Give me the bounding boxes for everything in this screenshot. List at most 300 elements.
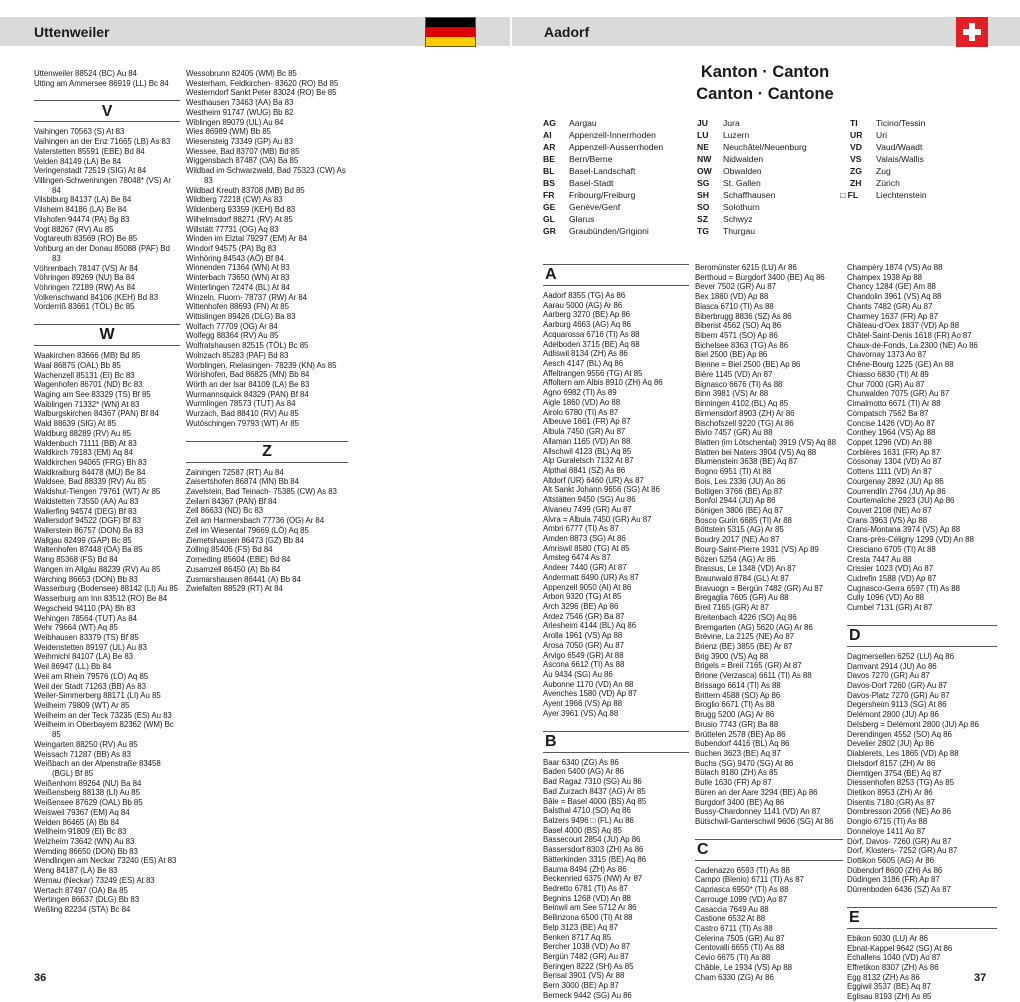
index-entry: Au 9434 (SG) Au 86 (543, 670, 613, 680)
canton-name: Appenzell-Innerrhoden (569, 130, 656, 140)
index-entry: Crans-près-Céligny 1299 (VD) An 88 (847, 535, 974, 545)
index-entry: Aarburg 4663 (AG) Aq 86 (543, 320, 631, 330)
index-entry: Westheim 91747 (WUG) Bb 82 (186, 107, 294, 117)
index-entry: Diessenhofen 8253 (TG) As 85 (847, 778, 954, 788)
section-letter-heading: C (695, 839, 843, 861)
index-entry: Biberbrugg 8836 (SZ) As 86 (695, 311, 792, 321)
section-letter-heading: A (543, 264, 689, 286)
index-entry: Weßling 82234 (STA) Bc 84 (34, 905, 131, 915)
canton-name: Solothurn (723, 202, 760, 212)
index-entry: Châble, Le 1934 (VS) Ap 88 (695, 962, 792, 972)
index-entry: Aigle 1860 (VD) Ao 88 (543, 397, 621, 407)
canton-name: St. Gallen (723, 178, 761, 188)
index-entry: Adliswil 8134 (ZH) As 86 (543, 349, 628, 359)
canton-row (543, 189, 663, 201)
index-entry: Winterlingen 72474 (BL) At 84 (186, 282, 290, 292)
canton-code: GE (543, 202, 556, 212)
index-entry: Wildenberg 93359 (KEH) Bd 83 (186, 205, 296, 215)
index-entry: Champex 1938 Ap 88 (847, 272, 922, 282)
canton-legend-column (697, 117, 807, 237)
index-entry: Aadorf 8355 (TG) As 86 (543, 291, 626, 300)
canton-row (543, 177, 663, 189)
index-entry: Wiessee, Bad 83707 (MB) Bd 85 (186, 146, 300, 156)
canton-row (543, 201, 663, 213)
index-entry: Waldkraiburg 84478 (MÜ) Be 84 (34, 467, 146, 477)
index-entry: Cresciano 6705 (TI) At 88 (847, 544, 936, 554)
index-entry: Arch 3296 (BE) Ap 86 (543, 602, 619, 611)
index-entry: Wasserburg am Inn 83512 (RO) Be 84 (34, 594, 168, 604)
index-entry: Vilsheim 84186 (LA) Be 84 (34, 205, 127, 215)
index-entry: Bätterkinden 3315 (BE) Aq 86 (543, 854, 647, 864)
index-entry: Bercher 1038 (VD) Ao 87 (543, 942, 631, 952)
index-entry: Chancy 1284 (GE) Am 88 (847, 282, 936, 292)
index-entry: Walburgskirchen 84367 (PAN) Bf 84 (34, 409, 159, 419)
index-entry: Berisal 3901 (VS) Ar 88 (543, 971, 625, 981)
index-entry: Zell 86633 (ND) Bc 83 (186, 506, 264, 516)
index-entry: Derendingen 4552 (SO) Aq 86 (847, 729, 952, 739)
canton-title-2: Canton · Cantone (696, 85, 834, 103)
index-entry: Waging am See 83329 (TS) Bf 85 (34, 389, 151, 399)
index-entry: Bignasco 6676 (TI) As 88 (695, 379, 783, 389)
canton-name: Vaud/Waadt (876, 142, 923, 152)
canton-name: Appenzell-Ausserrhoden (569, 142, 664, 152)
index-entry: Vaterstetten 85591 (EBE) Bd 84 (34, 146, 145, 156)
index-entry: Bassecourt 2854 (JU) Ap 86 (543, 835, 641, 845)
section-letter-heading: W (34, 324, 180, 346)
index-entry: Courtemaîche 2923 (JU) Ap 86 (847, 496, 955, 506)
index-entry: Couvet 2108 (NE) Ao 87 (847, 505, 932, 515)
index-entry: Dongio 6715 (TI) As 88 (847, 817, 928, 827)
index-entry: Baden 5400 (AG) Ar 86 (543, 767, 624, 777)
index-entry: Acquarossa 6716 (TI) As 88 (543, 329, 640, 339)
index-entry: Velden 84149 (LA) Be 84 (34, 156, 122, 166)
canton-row (543, 153, 663, 165)
canton-code: ZG (850, 166, 862, 176)
index-entry: Vogt 88267 (RV) Au 85 (34, 224, 114, 234)
canton-name: Fribourg/Freiburg (569, 190, 636, 200)
canton-name: Bern/Berne (569, 154, 613, 164)
index-entry: Zavelstein, Bad Teinach- 75385 (CW) As 83 (186, 487, 337, 497)
index-entry: Concise 1426 (VD) Ao 87 (847, 418, 935, 428)
index-entry: Welden 86465 (A) Bb 84 (34, 817, 120, 827)
index-entry: Broglio 6671 (TI) As 88 (695, 700, 775, 710)
index-entry: Dürrenboden 6436 (SZ) As 87 (847, 885, 951, 895)
index-entry: Aubonne 1170 (VD) An 88 (543, 679, 634, 689)
canton-code: BE (543, 154, 555, 164)
canton-code: SH (697, 190, 709, 200)
canton-name: Basel-Stadt (569, 178, 614, 188)
index-entry: Coppet 1296 (VD) An 88 (847, 437, 932, 447)
index-entry: Zolling 85406 (FS) Bd 84 (186, 545, 273, 555)
canton-code: TG (697, 226, 709, 236)
canton-name: Basel-Landschaft (569, 166, 636, 176)
index-entry: Bütschwil-Ganterschwil 9606 (SG) At 86 (695, 816, 834, 826)
index-entry: Aarberg 3270 (BE) Ap 86 (543, 310, 631, 320)
index-entry: Castione 6532 At 88 (695, 914, 766, 924)
index-entry: Buchen 3623 (BE) Aq 87 (695, 748, 781, 758)
index-entry: Dielsdorf 8157 (ZH) Ar 86 (847, 758, 936, 768)
index-entry: Wolfegg 88364 (RV) Au 85 (186, 331, 279, 341)
index-entry: Echallens 1040 (VD) Ao 87 (847, 953, 941, 963)
index-entry: Wies 86989 (WM) Bb 85 (186, 127, 271, 137)
index-entry: Waiblingen 71332* (WN) At 83 (34, 399, 140, 409)
index-entry: Basel 4000 (BS) Aq 85 (543, 825, 622, 835)
canton-name: Neuchâtel/Neuenburg (723, 142, 807, 152)
canton-row (543, 213, 663, 225)
canton-code: BL (543, 166, 555, 176)
index-entry: Boudry 2017 (NE) Ao 87 (695, 535, 780, 545)
index-entry: Diablerets, Les 1865 (VD) Ap 88 (847, 749, 959, 759)
index-entry: Adelboden 3715 (BE) Aq 88 (543, 339, 640, 349)
index-entry: Egg 8132 (ZH) As 86 (847, 972, 920, 982)
index-entry: Brienz (BE) 3855 (BE) Ar 87 (695, 642, 793, 652)
index-entry: Charmey 1637 (FR) Ap 87 (847, 311, 938, 321)
index-entry: Amsteg 6474 As 87 (543, 553, 611, 563)
canton-name: Luzern (723, 130, 750, 140)
canton-code: GR (543, 226, 556, 236)
index-entry: Cham 6330 (ZG) Ar 86 (695, 972, 774, 982)
index-entry: Willstätt 77731 (OG) Aq 83 (186, 224, 279, 234)
index-entry: Westerham, Feldkirchen- 83620 (RO) Bd 85 (186, 78, 339, 88)
index-entry: Beringen 8222 (SH) As 85 (543, 961, 634, 971)
index-entry: Cossonay 1304 (VD) Ao 87 (847, 457, 942, 467)
index-entry: Altstätten 9450 (SG) Au 86 (543, 495, 636, 505)
index-entry: Wegscheid 94110 (PA) Bh 83 (34, 603, 136, 613)
index-entry: Crans 3963 (VS) Ap 88 (847, 515, 928, 525)
index-entry: Degersheim 9113 (SG) At 86 (847, 700, 947, 710)
index-entry: Wittislingen 89426 (DLG) Ba 83 (186, 311, 296, 321)
canton-code: TI (850, 118, 858, 128)
index-entry: Bravuogn = Bergün 7482 (GR) Au 87 (695, 583, 823, 593)
index-entry: Weidenstetten 89197 (UL) Au 83 (34, 642, 147, 652)
index-entry: Weisweil 79367 (EM) Aq 84 (34, 807, 130, 817)
index-entry: Windorf 94575 (PA) Bg 83 (186, 243, 277, 253)
canton-name: Jura (723, 118, 740, 128)
canton-row (697, 129, 807, 141)
index-entry: Aarau 5000 (AG) Ar 86 (543, 300, 623, 310)
index-entry: Wildberg 72218 (CW) As 83 (186, 195, 283, 205)
index-entry: Waldshut-Tiengen 79761 (WT) Ar 85 (34, 487, 161, 497)
index-entry: Ayent 1966 (VS) Ap 88 (543, 699, 623, 709)
index-entry: Conthey 1964 (VS) Ap 88 (847, 428, 936, 438)
index-entry: Arbon 9320 (TG) At 85 (543, 592, 622, 602)
index-entry: Bassersdorf 8303 (ZH) As 86 (543, 845, 644, 855)
index-entry: Vöhrenbach 78147 (VS) Ar 84 (34, 263, 138, 273)
index-entry: Dübendorf 8600 (ZH) As 86 (847, 865, 943, 875)
index-entry: Arosa 7050 (GR) Au 87 (543, 640, 624, 650)
index-entry: Bedretto 6781 (TI) As 87 (543, 883, 628, 893)
index-entry: Welzheim 73642 (WN) Au 83 (34, 837, 135, 847)
index-entry: Château-d'Oex 1837 (VD) Ap 88 (847, 321, 959, 331)
index-entry: Waal 86875 (OAL) Bb 85 (34, 360, 121, 370)
index-entry: Andeer 7440 (GR) At 87 (543, 563, 627, 573)
index-entry: Wasserburg (Bodensee) 88142 (LI) Au 85 (34, 584, 178, 594)
index-entry: Zell im Wiesental 79669 (LÖ) Aq 85 (186, 525, 309, 535)
index-entry: Centovalli 6655 (TI) As 88 (695, 943, 785, 953)
index-entry: Cugnasco-Gerra 6597 (TI) As 88 (847, 583, 960, 593)
index-entry: Delémont 2800 (JU) Ap 86 (847, 710, 939, 720)
index-section (847, 907, 997, 1002)
index-entry: Brione (Verzasca) 6611 (TI) As 88 (695, 671, 812, 681)
index-entry: Wertingen 86637 (DLG) Bb 83 (34, 895, 140, 905)
index-entry: Berneck 9442 (SG) Au 86 (543, 990, 632, 1000)
index-entry: Wildbad im Schwarzwald, Bad 75323 (CW) As 83 (186, 166, 346, 185)
index-entry: Wehingen 78564 (TUT) As 84 (34, 613, 137, 623)
index-entry: Blatten (im Lötschental) 3919 (VS) Aq 88 (695, 437, 836, 447)
canton-row (697, 201, 807, 213)
index-entry: Eggiwil 3537 (BE) Aq 87 (847, 982, 931, 992)
index-entry: Blumenstein 3638 (BE) Aq 87 (695, 457, 798, 467)
index-entry: Bubendorf 4416 (BL) Aq 86 (695, 739, 790, 749)
index-entry: Disentis 7180 (GR) As 87 (847, 797, 935, 807)
index-entry: Düdingen 3186 (FR) Ap 87 (847, 875, 940, 885)
index-entry: Andermatt 6490 (UR) As 87 (543, 572, 639, 582)
canton-code: VS (850, 154, 862, 164)
index-entry: Winden im Elztal 79297 (EM) Ar 84 (186, 234, 308, 244)
index-entry: Benken 8717 Aq 85 (543, 932, 612, 942)
index-entry: Weilheim 79809 (WT) Ar 85 (34, 700, 130, 710)
index-entry: Brig 3900 (VS) Aq 88 (695, 651, 769, 661)
index-entry: Wellheim 91809 (EI) Bc 83 (34, 827, 127, 837)
index-entry: Wildbad Kreuth 83708 (MB) Bd 85 (186, 185, 305, 195)
index-entry: Damvant 2914 (JU) Ao 86 (847, 661, 937, 671)
index-entry: Wutöschingen 79793 (WT) Ar 85 (186, 418, 299, 428)
canton-row (850, 165, 927, 177)
index-entry: Châtel-Saint-Denis 1618 (FR) Ao 87 (847, 331, 972, 341)
index-entry: Burgdorf 3400 (BE) Aq 86 (695, 797, 785, 807)
index-entry: Bienne = Biel 2500 (BE) Ap 86 (695, 360, 801, 370)
canton-name: Aargau (569, 118, 597, 128)
index-entry: Arlesheim 4144 (BL) Aq 86 (543, 621, 637, 631)
index-entry: Develier 2802 (JU) Ap 86 (847, 739, 934, 749)
index-entry: Utting am Ammersee 86919 (LL) Bc 84 (34, 78, 169, 88)
index-entry: Bogno 6951 (TI) At 88 (695, 467, 772, 477)
index-entry: Eglisau 8193 (ZH) As 85 (847, 992, 932, 1002)
index-entry: Buchs (SG) 9470 (SG) At 86 (695, 758, 794, 768)
index-section (847, 625, 997, 895)
index-entry: Brévine, La 2125 (NE) Ao 87 (695, 632, 795, 642)
index-entry: Weihmichl 84107 (LA) Be 83 (34, 652, 133, 662)
index-entry: Birmensdorf 8903 (ZH) Ar 86 (695, 408, 795, 418)
index-entry: Brugg 5200 (AG) Ar 86 (695, 710, 775, 720)
index-entry: Waltenhofen 87448 (OA) Ba 85 (34, 545, 143, 555)
index-entry: Bex 1880 (VD) Ap 88 (695, 292, 769, 302)
index-entry: Ziemetshausen 86473 (GZ) Bb 84 (186, 535, 304, 545)
canton-row (697, 117, 807, 129)
index-entry: Zell am Harmersbach 77736 (OG) Ar 84 (186, 516, 325, 526)
index-entry: Balzers 9496 □ (FL) Au 86 (543, 815, 634, 825)
index-entry: Warching 86653 (DON) Bb 83 (34, 574, 138, 584)
index-entry: Brigels = Breil 7165 (GR) At 87 (695, 661, 802, 671)
index-entry: Airolo 6780 (TI) As 87 (543, 407, 619, 417)
index-entry: Albeuve 1661 (FR) Ap 87 (543, 417, 631, 427)
index-entry: Wurzach, Bad 88410 (RV) Au 85 (186, 409, 299, 419)
index-entry: Alvra = Albula 7450 (GR) Au 87 (543, 514, 652, 524)
index-section (34, 324, 180, 915)
index-section (543, 731, 689, 1001)
canton-code: NE (697, 142, 709, 152)
index-entry: Wessobrunn 82405 (WM) Bc 85 (186, 69, 297, 78)
canton-row (850, 153, 927, 165)
index-entry: Bivio 7457 (GR) Au 88 (695, 428, 773, 438)
index-entry: Boltigen 3766 (BE) Ap 87 (695, 486, 783, 496)
index-entry: Beromünster 6215 (LU) Ar 86 (695, 263, 797, 272)
section-letter-heading: V (34, 100, 180, 122)
index-entry: Bonfol 2944 (JU) Ap 86 (695, 496, 776, 506)
index-entry: Avenches 1580 (VD) Ap 87 (543, 689, 637, 699)
index-entry: Wemding 86650 (DON) Bb 83 (34, 846, 138, 856)
index-entry: Brassus, Le 1348 (VD) An 87 (695, 564, 796, 574)
canton-code: □ FL (840, 190, 859, 200)
index-entry: Wiesensteig 73349 (GP) Au 83 (186, 137, 293, 147)
index-entry: Wehr 79664 (WT) Aq 85 (34, 623, 118, 633)
index-entry: Bussy-Chardonney 1141 (VD) An 87 (695, 807, 821, 817)
index-entry: Cresta 7447 Au 88 (847, 554, 912, 564)
index-entry: Davos-Dorf 7260 (GR) Au 87 (847, 681, 948, 691)
index-entry: Crissier 1023 (VD) Ao 87 (847, 564, 934, 574)
index-entry: Vilshofen 94474 (PA) Bg 83 (34, 214, 130, 224)
index-entry: Dietikon 8953 (ZH) Ar 86 (847, 787, 933, 797)
index-entry: Wallerstein 86757 (DON) Ba 83 (34, 526, 144, 536)
index-entry: Waldstetten 73550 (AA) Au 83 (34, 496, 139, 506)
index-entry: Vogtareuth 83569 (RO) Be 85 (34, 234, 138, 244)
index-entry: Vilsbiburg 84137 (LA) Be 84 (34, 195, 132, 205)
index-entry: Bibern 4571 (SO) Ap 86 (695, 331, 778, 341)
canton-name: Genève/Genf (569, 202, 621, 212)
canton-code: VD (850, 142, 862, 152)
index-entry: Wachenzell 85131 (EI) Bc 83 (34, 370, 135, 380)
index-entry: Bergün 7482 (GR) Au 87 (543, 952, 629, 961)
index-entry: Brittern 4588 (SO) Ap 86 (695, 690, 781, 700)
index-entry: Vorderriß 83661 (TÖL) Bc 85 (34, 302, 135, 312)
canton-name: Zürich (876, 178, 900, 188)
index-entry: Wang 85368 (FS) Bd 84 (34, 555, 118, 565)
index-entry: Castro 6711 (TI) As 88 (695, 924, 773, 933)
index-entry: Vaihingen an der Enz 71665 (LB) As 83 (34, 137, 171, 147)
canton-name: Zug (876, 166, 891, 176)
canton-code: FR (543, 190, 555, 200)
canton-name: Obwalden (723, 166, 762, 176)
index-entry: Bâle = Basel 4000 (BS) Aq 85 (543, 796, 647, 806)
index-entry: Bülach 8180 (ZH) As 85 (695, 768, 778, 778)
canton-code: NW (697, 154, 712, 164)
canton-row (697, 189, 807, 201)
index-entry: Diemtigen 3754 (BE) Aq 87 (847, 768, 942, 778)
index-entry: Waldburg 88289 (RV) Au 85 (34, 428, 132, 438)
index-entry: Wörth an der Isar 84109 (LA) Be 83 (186, 380, 310, 389)
index-entry: Courrendlin 2764 (JU) Ap 86 (847, 486, 946, 496)
canton-name: Ticino/Tessin (876, 118, 926, 128)
canton-name: Nidwalden (723, 154, 764, 164)
canton-name: Uri (876, 130, 887, 140)
index-entry: Vaihingen 70563 (S) At 83 (34, 127, 125, 137)
index-entry: Biasca 6710 (TI) As 88 (695, 301, 774, 311)
canton-row (840, 189, 927, 201)
index-entry: Bourg-Saint-Pierre 1931 (VS) Ap 89 (695, 544, 819, 554)
canton-code: AG (543, 118, 556, 128)
index-entry: Chandolin 3961 (VS) Aq 88 (847, 292, 942, 302)
index-entry: Weißensberg 88138 (LI) Au 85 (34, 788, 140, 798)
index-section (695, 263, 843, 827)
index-entry: Campo (Blenio) 6711 (TI) As 87 (695, 875, 804, 885)
canton-name: Glarus (569, 214, 595, 224)
index-entry: Waldkirch 79183 (EM) Aq 84 (34, 448, 133, 458)
index-entry: Alvaneu 7499 (GR) Au 87 (543, 504, 632, 514)
index-entry: Winzeln, Fluorn- 78737 (RW) Ar 84 (186, 292, 307, 302)
index-entry: Wolfratshausen 82515 (TÖL) Bc 85 (186, 341, 309, 351)
index-entry: Capriasca 6950* (TI) As 88 (695, 885, 789, 895)
section-letter-heading: Z (186, 441, 348, 463)
index-entry: Cadenazzo 6593 (TI) As 88 (695, 865, 790, 875)
index-entry: Winnenden 71364 (WN) At 83 (186, 263, 290, 273)
canton-row (543, 225, 663, 237)
index-section (34, 69, 180, 88)
index-entry: Bosco Gurin 6685 (TI) Ar 88 (695, 515, 792, 525)
index-entry: Westerndorf Sankt Peter 83024 (RO) Be 85 (186, 88, 337, 98)
index-entry: Wendlingen am Neckar 73240 (ES) At 83 (34, 856, 177, 866)
section-letter-heading: D (847, 625, 997, 647)
index-entry: Bremgarten (AG) 5620 (AG) Ar 86 (695, 622, 813, 632)
index-entry: Biberist 4562 (SO) Aq 86 (695, 321, 782, 331)
index-entry: Zainingen 72587 (RT) Au 84 (186, 467, 284, 477)
index-entry: Waldsee, Bad 88339 (RV) Au 85 (34, 477, 147, 487)
index-entry: Cimalmotto 6671 (TI) Ar 88 (847, 399, 941, 409)
index-entry: Corbières 1631 (FR) Ap 87 (847, 447, 941, 457)
index-entry: Brüttelen 2578 (BE) Ap 86 (695, 729, 786, 739)
index-entry: Bulle 1630 (FR) Ap 87 (695, 778, 772, 788)
index-entry: Waakirchen 83666 (MB) Bd 85 (34, 351, 141, 361)
index-entry: Alpthal 8841 (SZ) As 86 (543, 465, 626, 475)
index-section (186, 441, 348, 594)
index-entry: Ascona 6612 (TI) As 88 (543, 660, 625, 670)
index-entry: Waldkirchen 94065 (FRG) Bh 83 (34, 458, 147, 467)
index-entry: Appenzell 9050 (AI) At 86 (543, 582, 632, 592)
index-entry: Wolnzach 85283 (PAF) Bd 83 (186, 350, 289, 360)
canton-row (850, 177, 927, 189)
canton-code: SO (697, 202, 710, 212)
index-entry: Bauma 8494 (ZH) As 86 (543, 864, 627, 874)
index-entry: Wald 88639 (SIG) At 85 (34, 419, 116, 429)
index-entry: Beinwil am See 5712 Ar 86 (543, 903, 637, 913)
index-entry: Wangen im Allgäu 88239 (RV) Au 85 (34, 564, 161, 574)
canton-code: AR (543, 142, 556, 152)
index-entry: Weißbach an der Alpenstraße 83458 (BGL) Bf 85 (34, 759, 161, 778)
germany-flag-icon (425, 17, 476, 47)
index-entry: Compatsch 7562 Ba 87 (847, 408, 929, 418)
index-entry: Vohburg an der Donau 85088 (PAF) Bd 83 (34, 244, 170, 263)
index-entry: Winterbach 73650 (WN) At 83 (186, 273, 290, 283)
canton-name: Valais/Wallis (876, 154, 924, 164)
page-number-left: 36 (34, 972, 47, 984)
index-entry: Bière 1145 (VD) An 87 (695, 369, 773, 379)
index-entry: Wallersdorf 94522 (DGF) Bf 83 (34, 516, 142, 526)
index-entry: Binn 3981 (VS) Ar 88 (695, 389, 769, 399)
index-entry: Vöhringen 89269 (NU) Ba 84 (34, 273, 135, 283)
canton-name: Liechtenstein (876, 190, 927, 200)
index-entry: Weiler-Simmerberg 88171 (LI) Au 85 (34, 691, 161, 701)
index-entry: Aesch 4147 (BL) Aq 86 (543, 359, 624, 369)
canton-row (543, 165, 663, 177)
canton-legend-column (543, 117, 663, 237)
canton-code: LU (697, 130, 709, 140)
index-entry: Cevio 6675 (TI) As 88 (695, 953, 771, 963)
index-entry: Weil am Rhein 79576 (LÖ) Aq 85 (34, 671, 149, 681)
index-entry: Dorf, Davos- 7260 (GR) Au 87 (847, 836, 952, 846)
canton-row (543, 141, 663, 153)
index-entry: Celerina 7505 (GR) Au 87 (695, 933, 785, 943)
index-entry: Wertach 87497 (OA) Ba 85 (34, 885, 128, 895)
index-entry: Weilheim an der Teck 73235 (ES) Au 83 (34, 710, 172, 720)
